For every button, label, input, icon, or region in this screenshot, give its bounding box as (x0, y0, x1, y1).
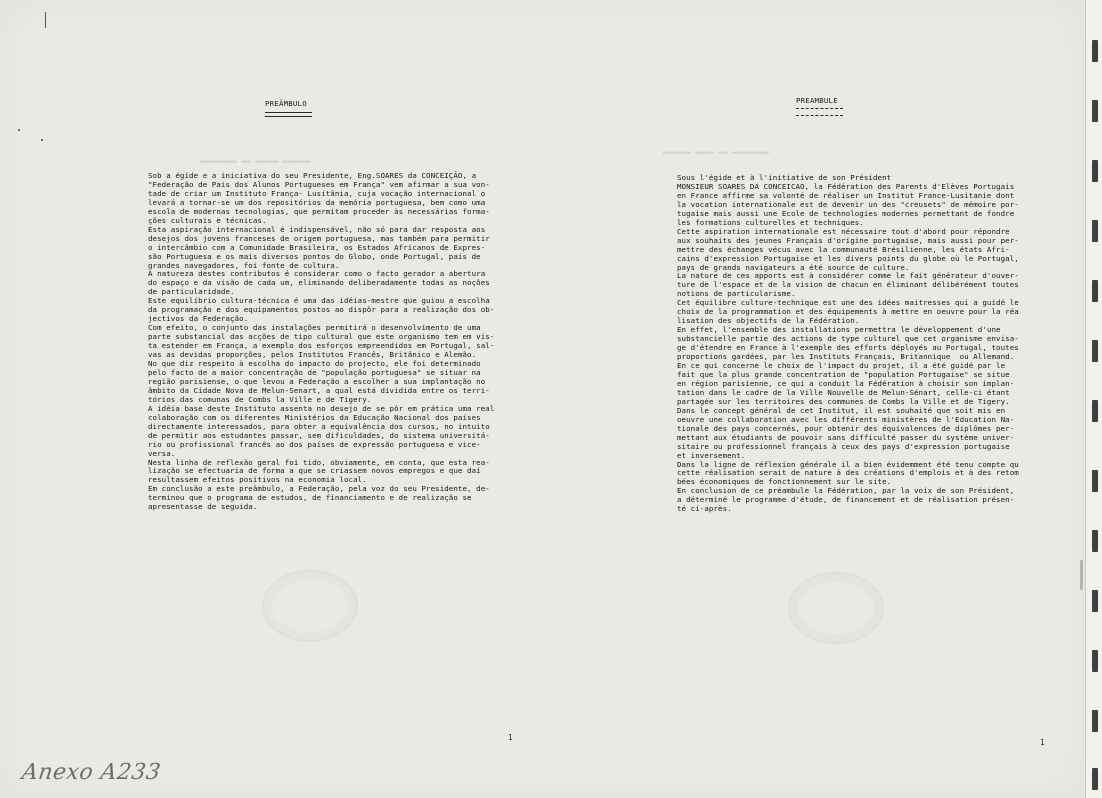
text-line: jectivos da Federação. (148, 314, 249, 324)
text-line: grandes navegadores, foi fonte de cultura. (148, 260, 340, 270)
text-line: oeuvre une collaboration avec les différents ministères de l'Education Na- (677, 414, 1015, 424)
binding-tab (1092, 340, 1098, 362)
text-line: substancielle partie des actions de type culturel que cet organisme envisa- (677, 334, 1019, 344)
text-line: directamente interessados, para obter a equivalência dos cursos, no intuito (148, 421, 490, 431)
left-page-body (148, 172, 548, 512)
bleed-through-seal-right (788, 572, 884, 644)
text-line: ture de l'espace et de la vision de chacun en éliminant délibérément toutes (677, 280, 1019, 290)
left-page-heading: PREÂMBULO (265, 99, 307, 108)
handwritten-annotation: Anexo A233 (20, 760, 163, 785)
text-line: desejos dos jovens franceses de origem portuguesa, mas também para permitir (148, 233, 490, 243)
text-line: Cette aspiration internationale est nécessaire tout d'abord pour répondre (677, 226, 1010, 236)
punch-dot (41, 139, 43, 141)
text-line: "Federação de Pais dos Alunos Portugueses em França" vem afirmar a sua von- (148, 179, 490, 189)
text-line: levará a tornar-se um dos repositórios da memória portuguesa, bem como uma (148, 197, 486, 207)
text-line: A idéia base deste Instituto assenta no desejo de se pôr em prática uma real (148, 403, 495, 413)
binding-tab (1092, 40, 1098, 62)
text-line: en France affirme sa volonté de réaliser un Institut France-Lusitanie dont (677, 190, 1015, 200)
text-line: tórios das comunas de Combs la Ville e de Tigery. (148, 394, 372, 404)
text-line: tionale des pays concernés, pour obtenir des équivalences de diplômes per- (677, 423, 1015, 433)
text-line: vas as devidas proporções, pelos Institutos Francês, Britânico e Alemão. (148, 350, 477, 360)
text-line: aux souhaits des jeunes Français d'origine portugaise, mais aussi pour per- (677, 235, 1019, 245)
text-line: do espaço e da visão de cada um, eliminando deliberadamente todas as noções (148, 278, 490, 288)
text-line: de permitir aos estudantes passar, sem dificuldades, do sistema universitá- (148, 430, 490, 440)
text-line: Esta aspiração internacional é indispensável, não só para dar resposta aos (148, 224, 486, 234)
text-line: Com efeito, o conjunto das instalações permitirá o desenvolvimento de uma (148, 323, 481, 333)
text-line: té ci-après. (677, 504, 732, 514)
binding-tab (1092, 710, 1098, 732)
right-page-number: 1 (1040, 738, 1045, 747)
left-heading-underline (265, 116, 312, 117)
text-line: ge d'étendre en France à l'exemple des efforts déployés au Portugal, toutes (677, 343, 1019, 353)
text-line: en région parisienne, ce qui a conduit la Fédération à choisir son implan- (677, 378, 1015, 388)
text-line: mettre des échanges vécus avec la communauté Brésilienne, les états Afri- (677, 244, 1010, 254)
text-line: En ce qui concerne le choix de l'impact du projet, il a été guidé par le (677, 361, 1006, 371)
text-line: Este equilíbrio cultura-técnica é uma das idéias-mestre que guiou a escolha (148, 296, 490, 306)
text-line: resultassem efeitos positivos na economia local. (148, 475, 367, 485)
text-line: Sob a égide e a iniciativa do seu Presidente, Eng.SOARES da CONCEIÇÃO, a (148, 171, 477, 180)
text-line: Dans la ligne de réflexion générale il a bien évidemment été tenu compte qu (677, 459, 1019, 469)
text-line: notions de particularisme. (677, 289, 796, 299)
bleed-through-text-left: ▂▂▂▂▂▂▂▂ ▂▂ ▂▂▂▂▂ ▂▂▂▂▂▂ (200, 155, 311, 163)
binding-tab (1092, 100, 1098, 122)
text-line: proportions gardées, par les Instituts Français, Britannique ou Allemand. (677, 352, 1015, 362)
binding-tab (1092, 530, 1098, 552)
text-line: a déterminé le programme d'étude, de financement et de réalisation présen- (677, 495, 1015, 505)
binding-tab (1092, 470, 1098, 492)
text-line: ções culturais e técnicas. (148, 215, 267, 225)
text-line: da programação e dos equipamentos postos ao dispôr para a realização dos ob- (148, 305, 495, 315)
right-page-body (677, 174, 1085, 514)
binding-tab (1092, 650, 1098, 672)
text-line: o intercâmbio com a Comunidade Brasileira, os Estados Africanos de Expres- (148, 242, 486, 252)
text-line: pays de grands navigateurs a été source de culture. (677, 262, 910, 272)
text-line: En conclusion de ce préambule la Fédération, par la voix de son Président, (677, 486, 1015, 496)
text-line: região parisiense, o que levou a Federação a escolher a sua implantação no (148, 376, 486, 386)
text-line: tation dans le cadre de la Ville Nouvelle de Melun-Sénart, celle-ci étant (677, 387, 1010, 397)
binding-tab (1092, 220, 1098, 242)
binding-tab (1092, 590, 1098, 612)
text-line: La nature de ces apports est à considérer comme le fait générateur d'ouver- (677, 271, 1019, 281)
text-line: colaboração com os diferentes Ministérios da Educação Nacional dos países (148, 412, 481, 422)
text-line: rio ou profissional francês ao dos países de expressão portuguesa e vice- (148, 439, 481, 449)
text-line: escola de modernas tecnologias, que permitam proceder às necessárias forma- (148, 206, 490, 216)
text-line: fait que la plus grande concentration de "population Portugaise" se situe (677, 369, 1010, 379)
text-line: MONSIEUR SOARES DA CONCEICAO, la Fédération des Parents d'Elèves Portugais (677, 181, 1015, 191)
binding-tab (1092, 160, 1098, 182)
text-line: apresentasse de seguida. (148, 502, 258, 512)
text-line: ta estender em França, a exemplo dos esforços empreendidos em Portugal, sal- (148, 341, 495, 351)
punch-dot (18, 129, 20, 131)
text-line: versa. (148, 448, 176, 458)
binding-tab (1092, 768, 1098, 790)
pen-mark (45, 12, 46, 28)
text-line: tade de criar um Instituto França- Lusitânia, cuja vocação internacional o (148, 188, 486, 198)
text-line: la vocation internationale est de devenir un des "creusets" de mémoire por- (677, 199, 1019, 209)
binding-tab (1092, 280, 1098, 302)
text-line: mettant aux étudiants de pouvoir sans difficulté passer du système univer- (677, 432, 1015, 442)
text-line: são Portuguesa e os mais diversos pontos do Globo, onde Portugal, país de (148, 251, 481, 261)
text-line: partagée sur les territoires des communes de Combs la Ville et de Tigery. (677, 396, 1010, 406)
binding-edge (1085, 0, 1102, 798)
right-page-heading: PREAMBULE (796, 96, 838, 105)
text-line: bées économiques de fonctionnement sur le site. (677, 477, 892, 487)
text-line: cette réalisation serait de nature à des créations d'emplois et à des retom (677, 468, 1019, 478)
text-line: A natureza destes contributos é considerar como o facto gerador a abertura (148, 269, 486, 279)
edge-smudge (1080, 560, 1083, 590)
bleed-through-text-right: ▂▂▂▂▂▂ ▂▂▂▂ ▂▂ ▂▂▂▂▂▂▂▂ (663, 146, 770, 154)
text-line: Dans le concept général de cet Institut, il est souhaité que soit mis en (677, 405, 1006, 415)
text-line: âmbito da Cidade Nova de Melun-Senart, a qual está dividida entre os terri- (148, 385, 490, 395)
right-heading-underline (796, 115, 843, 116)
text-line: choix de la programmation et des équipements à mettre en oeuvre pour la réa (677, 307, 1019, 317)
text-line: de particularidade. (148, 287, 235, 297)
text-line: les formations culturelles et techniques. (677, 217, 864, 227)
left-heading-underline (265, 112, 312, 113)
right-heading-underline (796, 108, 843, 109)
text-line: parte substancial das acções de tipo cultural que este organismo tem em vis- (148, 332, 495, 342)
text-line: pelo facto de a maior concentração de "população portuguesa" se situar na (148, 367, 481, 377)
text-line: En effet, l'ensemble des installations permettra le développement d'une (677, 325, 1001, 335)
text-line: et inversement. (677, 450, 746, 460)
text-line: Sous l'égide et à l'initiative de son Président (677, 173, 892, 182)
text-line: sitaire ou professionnel français à ceux des pays d'expression portugaise (677, 441, 1010, 451)
text-line: lisation des objectifs de la Fédération. (677, 316, 860, 326)
text-line: terminou que o programa de estudos, de financiamento e de realização se (148, 493, 472, 503)
binding-tab (1092, 400, 1098, 422)
left-page-number: 1 (508, 733, 513, 742)
bleed-through-seal-left (262, 570, 358, 642)
text-line: lização se efectuaria de forma a que se criassem novos empregos e que daí (148, 466, 481, 476)
text-line: Nesta linha de reflexão geral foi tido, obviamente, em conta, que esta rea- (148, 457, 490, 467)
text-line: Em conclusão a este preâmbulo, a Federação, pela voz do seu Presidente, de- (148, 484, 490, 494)
text-line: No que diz respeito à escolha do impacto do projecto, ele foi determinado (148, 359, 481, 369)
text-line: Cet équilibre culture-technique est une des idées maitresses qui a guidé le (677, 298, 1019, 308)
text-line: cains d'expression Portugaise et les divers points du globe où le Portugal, (677, 253, 1019, 263)
text-line: tugaise mais aussi une Ecole de technologies modernes permettant de fondre (677, 208, 1015, 218)
